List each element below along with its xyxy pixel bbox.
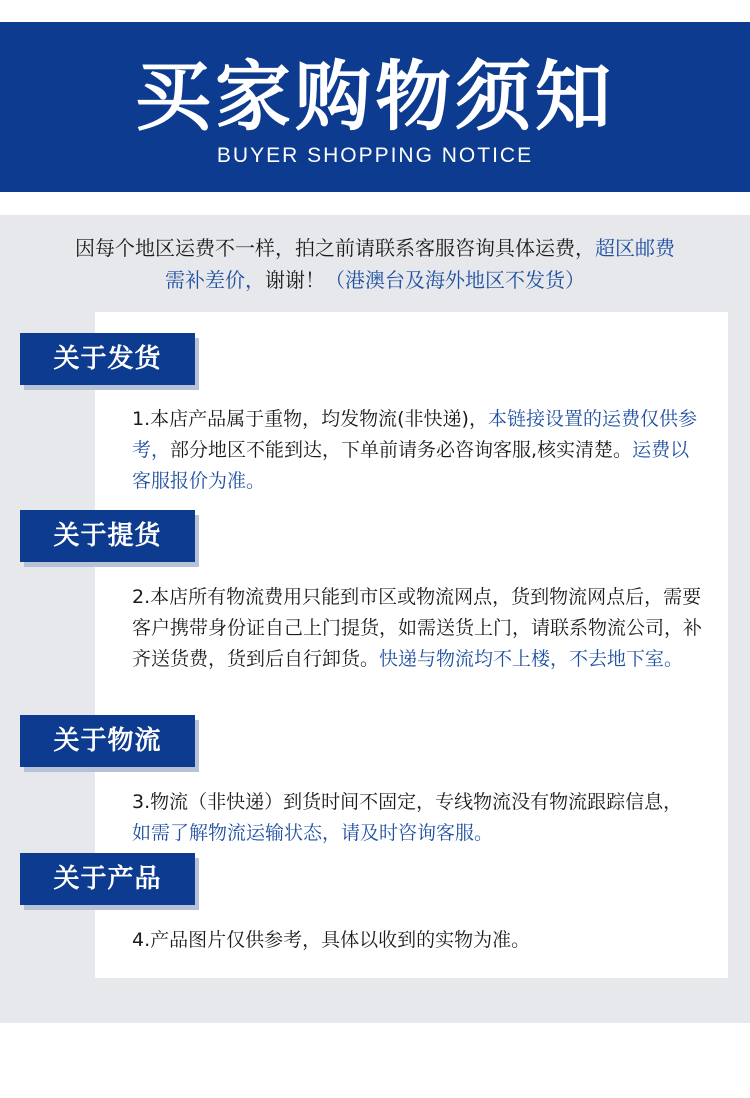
intro-notice	[0, 232, 750, 296]
section-text: 1.本店产品属于重物，均发物流(非快递)，	[132, 408, 488, 430]
section-highlight: 快递与物流均不上楼，不去地下室。	[379, 648, 684, 670]
section-text-product	[132, 925, 712, 956]
intro-highlight: （港澳台及海外地区不发货）	[325, 268, 585, 292]
page-title: 买家购物须知	[135, 52, 615, 141]
section-text: 部分地区不能到达，下单前请务必咨询客服,核实清楚。	[170, 439, 633, 461]
section-tag-shipping: 关于发货	[20, 333, 195, 385]
intro-highlight: 超区邮费	[595, 236, 675, 260]
section-text-shipping	[132, 404, 702, 497]
section-tag-pickup: 关于提货	[20, 510, 195, 562]
section-highlight: 本链接设置的运费仅供参考，	[132, 408, 697, 461]
section-text: 2.本店所有物流费用只能到市区或物流网点，货到物流网点后，需要客户携带身份证自己上门提货，如需送货上门，请联系物流公司，补齐送货费，货到后自行卸货。	[132, 586, 703, 670]
intro-highlight: 需补差价，	[165, 268, 265, 292]
section-tag-logistics: 关于物流	[20, 715, 195, 767]
section-highlight: 如需了解物流运输状态，请及时咨询客服。	[132, 822, 494, 844]
intro-line-1	[0, 232, 750, 264]
section-text-pickup	[132, 582, 712, 675]
section-tag-product: 关于产品	[20, 853, 195, 905]
section-text: 4.产品图片仅供参考，具体以收到的实物为准。	[132, 929, 531, 951]
intro-text: 因每个地区运费不一样，拍之前请联系客服咨询具体运费，	[75, 236, 595, 260]
header-banner	[0, 22, 750, 192]
intro-line-2	[0, 264, 750, 296]
page-subtitle: BUYER SHOPPING NOTICE	[216, 144, 534, 167]
section-text: 3.物流（非快递）到货时间不固定，专线物流没有物流跟踪信息，	[132, 791, 683, 813]
section-text-logistics	[132, 787, 692, 849]
section-highlight: 运费以客服报价为准。	[132, 439, 690, 492]
intro-text: 谢谢！	[265, 268, 325, 292]
